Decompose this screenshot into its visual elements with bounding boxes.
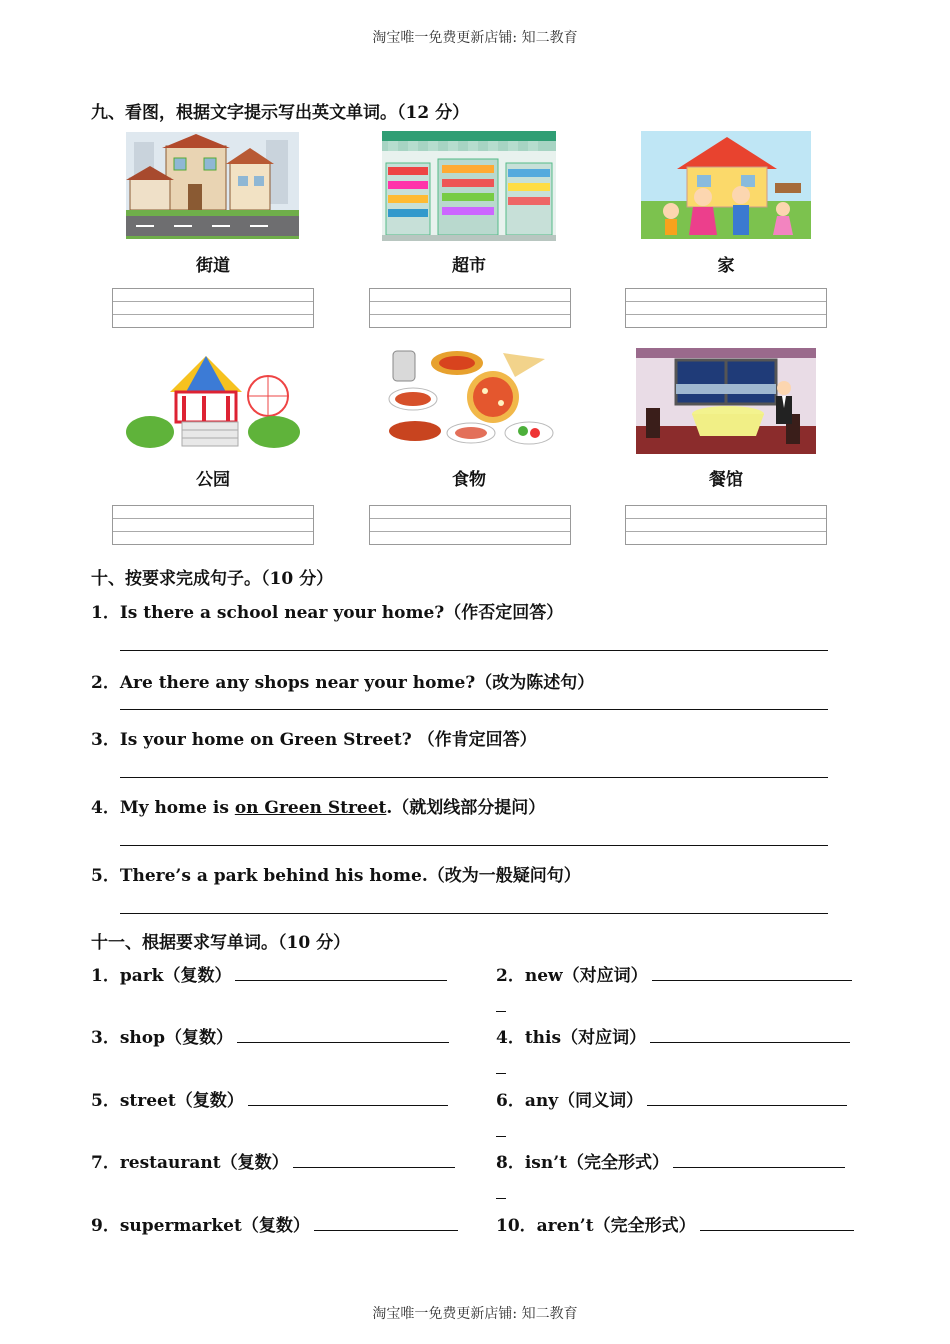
answer-line-1[interactable]: [120, 650, 828, 651]
word-item-4: [496, 1023, 850, 1048]
word-item-8: [496, 1148, 845, 1173]
word-blank-6-tail: [496, 1136, 506, 1137]
word-blank-2[interactable]: [652, 964, 852, 981]
word-blank-4-tail: [496, 1073, 506, 1074]
answer-box-supermarket[interactable]: [369, 288, 571, 328]
answer-line-4[interactable]: [120, 845, 828, 846]
street-picture: [126, 132, 299, 239]
word-blank-8-tail: [496, 1198, 506, 1199]
word-item-3: [91, 1023, 449, 1048]
word-item-9-label: 9．supermarket（复数）: [91, 1216, 310, 1236]
word-item-1: [91, 961, 447, 986]
restaurant-picture: [636, 348, 816, 454]
page-header: 淘宝唯一免费更新店铺: 知二教育: [372, 30, 578, 46]
answer-line-2[interactable]: [120, 709, 828, 710]
word-item-8-label: 8．isn’t（完全形式）: [496, 1153, 669, 1173]
answer-line-3[interactable]: [120, 777, 828, 778]
word-item-2-label: 2．new（对应词）: [496, 966, 648, 986]
word-blank-2-tail: [496, 1011, 506, 1012]
caption-restaurant: 餐馆: [709, 470, 743, 490]
section-10-title: 十、按要求完成句子。（10 分）: [91, 569, 334, 589]
caption-food: 食物: [452, 470, 486, 490]
question-3: 3．Is your home on Green Street? （作肯定回答）: [91, 730, 537, 750]
question-4-post: .（就划线部分提问）: [386, 798, 546, 818]
word-blank-6[interactable]: [647, 1089, 847, 1106]
word-item-5-label: 5．street（复数）: [91, 1091, 244, 1111]
word-item-7: [91, 1148, 455, 1173]
word-item-1-label: 1．park（复数）: [91, 966, 232, 986]
caption-home: 家: [717, 256, 735, 276]
question-2: 2．Are there any shops near your home?（改为陈述句）: [91, 673, 595, 693]
word-item-4-label: 4．this（对应词）: [496, 1028, 647, 1048]
answer-box-restaurant[interactable]: [625, 505, 827, 545]
question-4: [91, 793, 545, 818]
word-blank-9[interactable]: [314, 1214, 458, 1231]
word-blank-3[interactable]: [237, 1026, 449, 1043]
word-item-2: [496, 961, 852, 986]
word-blank-7[interactable]: [293, 1151, 455, 1168]
question-4-underlined: on Green Street: [234, 798, 387, 818]
word-item-7-label: 7．restaurant（复数）: [91, 1153, 289, 1173]
question-4-pre: 4．My home is: [91, 798, 235, 818]
word-item-3-label: 3．shop（复数）: [91, 1028, 233, 1048]
word-item-5: [91, 1086, 448, 1111]
word-blank-5[interactable]: [248, 1089, 448, 1106]
question-1: 1．Is there a school near your home?（作否定回答）: [91, 603, 564, 623]
home-picture: [641, 131, 811, 239]
word-item-6: [496, 1086, 847, 1111]
answer-box-park[interactable]: [112, 505, 314, 545]
word-item-6-label: 6．any（同义词）: [496, 1091, 644, 1111]
word-blank-10[interactable]: [700, 1214, 854, 1231]
caption-park: 公园: [196, 470, 230, 490]
question-5: 5．There’s a park behind his home.（改为一般疑问句）: [91, 866, 581, 886]
word-item-10-label: 10．aren’t（完全形式）: [496, 1216, 696, 1236]
supermarket-picture: [382, 131, 556, 241]
answer-box-street[interactable]: [112, 288, 314, 328]
word-blank-4[interactable]: [650, 1026, 850, 1043]
word-item-9: [91, 1211, 458, 1236]
answer-box-home[interactable]: [625, 288, 827, 328]
caption-supermarket: 超市: [452, 256, 486, 276]
word-item-10: [496, 1211, 854, 1236]
caption-street: 街道: [196, 256, 230, 276]
word-blank-8[interactable]: [673, 1151, 845, 1168]
park-picture: [126, 352, 300, 450]
word-blank-1[interactable]: [235, 964, 447, 981]
food-picture: [385, 347, 557, 447]
section-9-title: 九、看图，根据文字提示写出英文单词。（12 分）: [91, 103, 470, 123]
answer-box-food[interactable]: [369, 505, 571, 545]
section-11-title: 十一、根据要求写单词。（10 分）: [91, 933, 351, 953]
page-footer: 淘宝唯一免费更新店铺: 知二教育: [372, 1306, 578, 1322]
answer-line-5[interactable]: [120, 913, 828, 914]
